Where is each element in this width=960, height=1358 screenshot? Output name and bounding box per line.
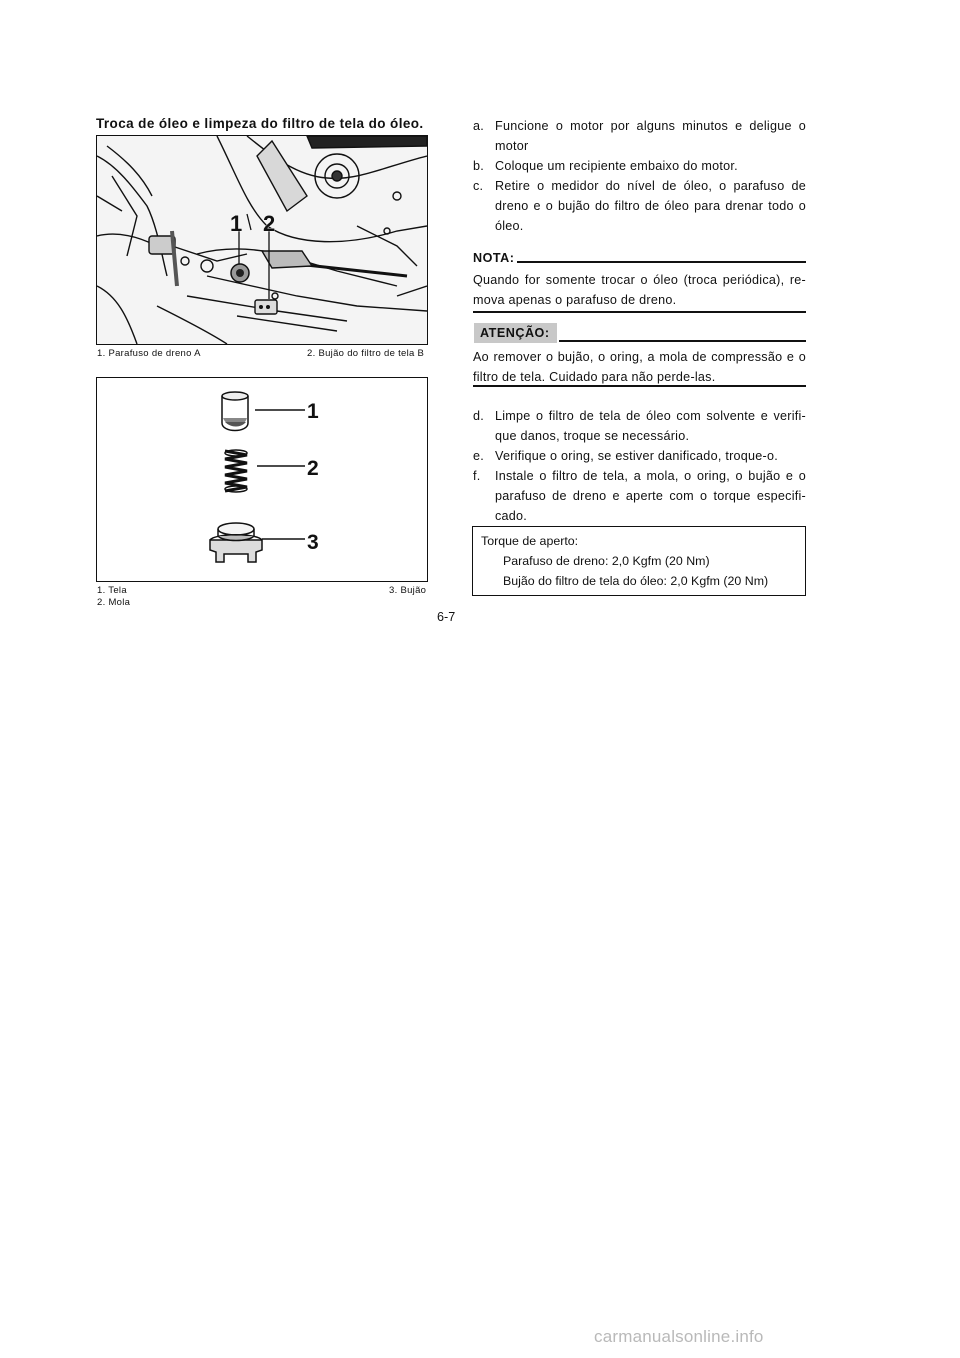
parts-diagram-drawing	[97, 378, 427, 581]
photo-caption-2: 2. Bujão do filtro de tela B	[307, 348, 425, 359]
nota-heading	[473, 251, 806, 265]
atencao-text: Ao remover o bujão, o oring, a mola de compressão e o filtro de tela. Cuidado para não perde-las.	[473, 350, 806, 384]
nota-divider	[517, 261, 806, 263]
page-number: 6-7	[437, 610, 456, 624]
parts-caption-1: 1. Tela	[97, 585, 127, 596]
parts-callout-3: 3	[307, 531, 319, 554]
atencao-heading	[473, 323, 806, 345]
torque-title: Torque de aperto:	[481, 534, 579, 548]
steps-list-d-f	[473, 406, 806, 526]
atencao-title: ATENÇÃO:	[474, 323, 557, 343]
parts-diagram	[96, 377, 428, 582]
parts-caption-3: 3. Bujão	[389, 585, 427, 596]
steps-list-a-c	[473, 116, 806, 236]
section-title: Troca de óleo e limpeza do filtro de tela do óleo.	[96, 116, 424, 131]
step-e: e. Verifique o oring, se estiver danificado, troque-o.	[473, 449, 778, 463]
nota-text: Quando for somente trocar o óleo (troca periódica), re-mova apenas o parafuso de dreno.	[473, 273, 806, 307]
step-c: c. Retire o medidor do nível de óleo, o parafuso de dreno e o bujão do filtro de óleo para drenar todo o óleo.	[473, 179, 806, 233]
photo-callout-1: 1	[230, 211, 243, 236]
watermark: carmanualsonline.info	[594, 1327, 764, 1346]
step-f: f. Instale o filtro de tela, a mola, o oring, o bujão e o parafuso de dreno e aperte com o torque especifi-cado.	[473, 469, 806, 523]
photo-callout-2: 2	[263, 211, 276, 236]
torque-spec-box	[472, 526, 806, 596]
photo-caption-1: 1. Parafuso de dreno A	[97, 348, 201, 359]
step-d: d. Limpe o filtro de tela de óleo com solvente e verifi-que danos, troque se necessário.	[473, 409, 806, 443]
step-a: a. Funcione o motor por alguns minutos e deligue o motor	[473, 119, 806, 153]
torque-drain-bolt: Parafuso de dreno: 2,0 Kgfm (20 Nm)	[503, 554, 710, 568]
atencao-bottom-rule	[473, 385, 806, 387]
atencao-divider	[559, 340, 806, 342]
engine-photo	[96, 135, 428, 345]
parts-caption-2: 2. Mola	[97, 597, 131, 608]
parts-callout-2: 2	[307, 457, 319, 480]
nota-title: NOTA:	[473, 251, 515, 265]
parts-callout-1: 1	[307, 400, 319, 423]
torque-filter-plug: Bujão do filtro de tela do óleo: 2,0 Kgfm (20 Nm)	[503, 574, 769, 588]
engine-photo-drawing	[97, 136, 427, 344]
step-b: b. Coloque um recipiente embaixo do motor.	[473, 159, 738, 173]
nota-bottom-rule	[473, 311, 806, 313]
